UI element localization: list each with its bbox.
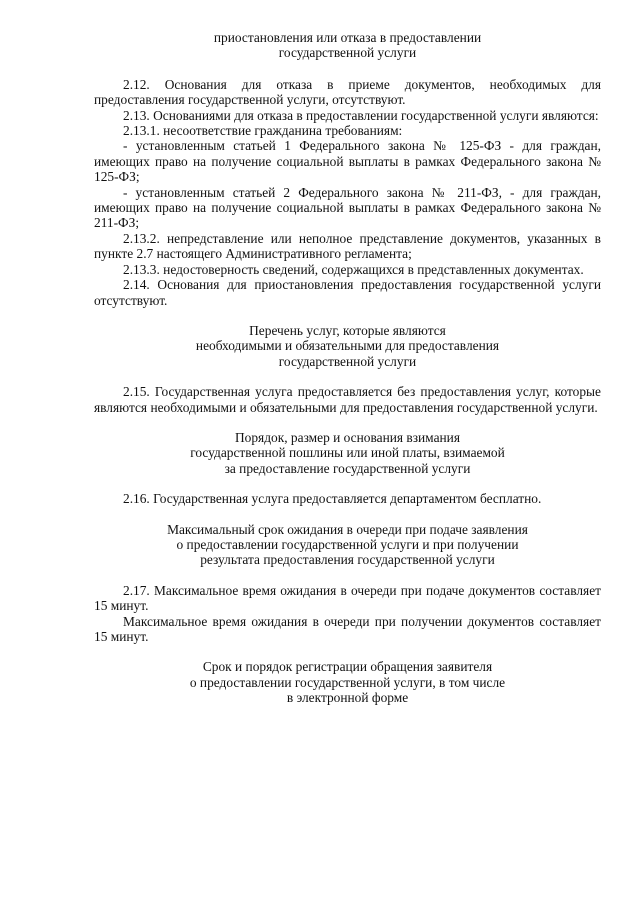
heading-line: необходимыми и обязательными для предоставления [195, 338, 500, 354]
heading-line: результата предоставления государственной услуги [200, 552, 495, 568]
heading-line: о предоставлении государственной услуги и при получении [176, 536, 519, 552]
section-heading-queue-time [94, 522, 601, 568]
heading-line: в электронной форме [286, 690, 409, 706]
paragraph-queue-receipt: Максимальное время ожидания в очереди при получении документов составляет 15 минут. [94, 613, 601, 644]
section-heading-required-services [94, 323, 601, 369]
heading-line: государственной пошлины или иной платы, взимаемой [190, 445, 505, 461]
paragraph-2-12: 2.12. Основания для отказа в приеме документов, необходимых для предоставления государственной услуги, отсутствуют. [94, 76, 601, 108]
heading-line: государственной услуги [278, 45, 417, 61]
section-heading-fee [94, 430, 601, 476]
heading-line: за предоставление государственной услуги [224, 460, 471, 476]
heading-line: государственной услуги [278, 353, 417, 369]
paragraph-2-16: 2.16. Государственная услуга предоставляется департаментом бесплатно. [123, 491, 542, 507]
section-heading-registration [94, 659, 601, 705]
heading-line: Порядок, размер и основания взимания [235, 429, 460, 445]
paragraph-2-15: 2.15. Государственная услуга предоставляется без предоставления услуг, которые являются необходимыми и обязательными для предоставления государственной услуги. [94, 384, 601, 415]
heading-line: Перечень услуг, которые являются [249, 322, 446, 338]
paragraph-2-13-1: 2.13.1. несоответствие гражданина требованиям: [123, 123, 403, 139]
paragraph-2-13-2: 2.13.2. непредставление или неполное представление документов, указанных в пункте 2.7 настоящего Административного регламента; [94, 230, 601, 262]
paragraph-2-14: 2.14. Основания для приостановления предоставления государственной услуги отсутствуют. [94, 277, 601, 308]
document-body [94, 30, 601, 706]
heading-line: о предоставлении государственной услуги, в том числе [189, 674, 506, 690]
paragraph-2-13: 2.13. Основаниями для отказа в предоставлении государственной услуги являются: [123, 107, 599, 123]
heading-line: приостановления или отказа в предоставлении [213, 30, 482, 45]
paragraph-item-125fz: - установленным статьей 1 Федерального закона № 125-ФЗ - для граждан, имеющих право на получение социальной выплаты в рамках Федерального закона № 125-ФЗ; [94, 138, 601, 185]
paragraph-2-13-3: 2.13.3. недостоверность сведений, содержащихся в представленных документах. [123, 261, 584, 277]
paragraph-2-17: 2.17. Максимальное время ожидания в очереди при подаче документов составляет 15 минут. [94, 582, 601, 614]
section-heading-suspension [94, 30, 601, 61]
heading-line: Срок и порядок регистрации обращения заявителя [202, 659, 493, 675]
heading-line: Максимальный срок ожидания в очереди при подаче заявления [167, 521, 528, 537]
paragraph-item-211fz: - установленным статьей 2 Федерального закона № 211-ФЗ, - для граждан, имеющих право на получение социальной выплаты в рамках Федерального закона № 211-ФЗ; [94, 184, 601, 231]
